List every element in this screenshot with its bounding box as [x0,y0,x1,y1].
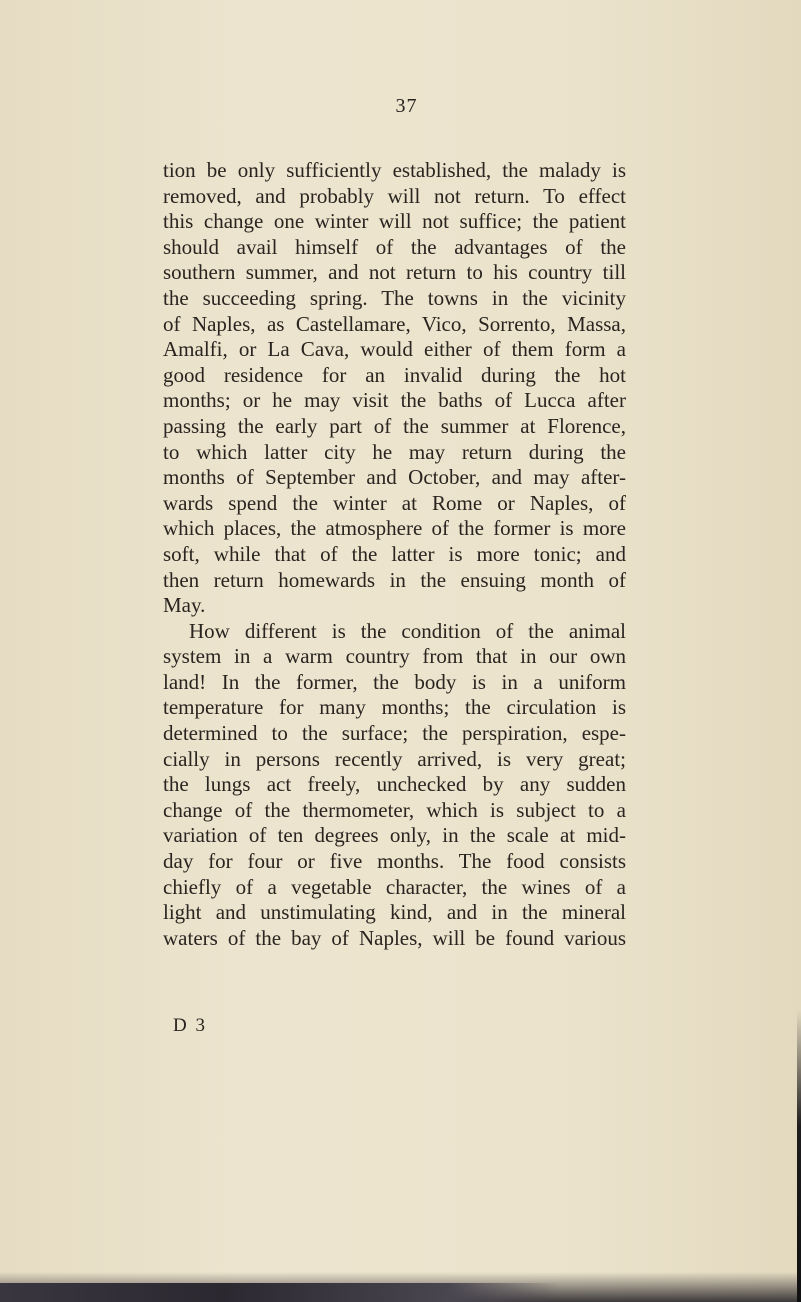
scan-edge-dark [0,1283,560,1302]
text-line: change of the thermometer, which is subject to a [163,797,626,822]
text-line: system in a warm country from that in our own [163,644,626,669]
paragraph-start-line: How different is the condition of the animal [189,618,626,643]
text-line: wards spend the winter at Rome or Naples, of [163,490,626,515]
text-line: should avail himself of the advantages of the [163,234,626,259]
text-line: the lungs act freely, unchecked by any sudden [163,772,626,797]
page-number: 37 [395,95,418,117]
text-line: Amalfi, or La Cava, would either of them form a [163,337,626,362]
text-line: this change one winter will not suffice; the patient [163,209,626,234]
text-line: cially in persons recently arrived, is very great; [163,746,626,771]
text-line: passing the early part of the summer at Florence, [163,413,626,438]
text-line: of Naples, as Castellamare, Vico, Sorrento, Massa, [163,311,626,336]
text-line: the succeeding spring. The towns in the vicinity [163,285,626,310]
text-line: then return homewards in the ensuing month of [163,567,626,592]
body-text [163,158,626,951]
page-right-edge [797,1010,801,1302]
signature-mark: D 3 [173,1015,207,1036]
text-line: to which latter city he may return during the [163,439,626,464]
text-line: land! In the former, the body is in a uniform [163,669,626,694]
text-line: removed, and probably will not return. To effect [163,183,626,208]
text-line: chiefly of a vegetable character, the wines of a [163,874,626,899]
text-line: variation of ten degrees only, in the scale at mid- [163,823,626,848]
text-line: light and unstimulating kind, and in the mineral [163,900,626,925]
text-line: tion be only sufficiently established, the malady is [163,158,626,182]
paragraph-end-line: May. [163,593,206,618]
text-line: months; or he may visit the baths of Lucca after [163,388,626,413]
text-line: soft, while that of the latter is more tonic; and [163,541,626,566]
text-line: southern summer, and not return to his country till [163,260,626,285]
text-line: determined to the surface; the perspiration, espe- [163,721,626,746]
text-line: day for four or five months. The food consists [163,849,626,874]
text-line: temperature for many months; the circulation is [163,695,626,720]
text-line: waters of the bay of Naples, will be found various [163,925,626,950]
text-line: months of September and October, and may after- [163,465,626,490]
text-line: good residence for an invalid during the hot [163,362,626,387]
text-line: which places, the atmosphere of the former is more [163,516,626,541]
